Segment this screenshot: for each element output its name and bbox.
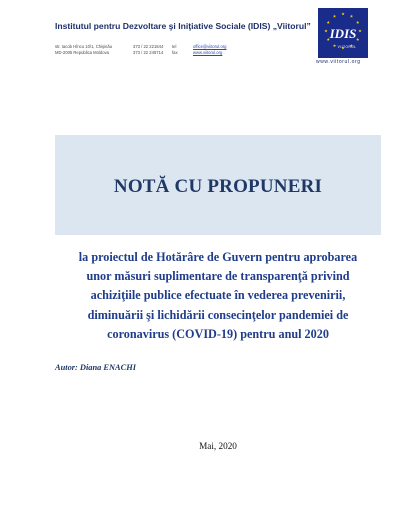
address-line: str. Iacob Hîncu 10/1, Chişinău [55, 44, 113, 49]
address-line: MD-2005 Republica Moldova [55, 50, 109, 56]
phone-number: 373 / 22 245714 [133, 50, 164, 56]
institute-name: Institutul pentru Dezvoltare şi Iniţiative Sociale (IDIS) „Viitorul” [55, 21, 311, 31]
logo-text: IDIS [329, 26, 357, 41]
subtitle-line: la proiectul de Hotărâre de Guvern pentru aprobarea [78, 250, 358, 264]
phone-block [133, 44, 163, 57]
contact-links [193, 44, 227, 57]
subtitle-line: achiziţiile publice efectuate în vederea prevenirii, [90, 288, 346, 303]
phone-type-label: fax [172, 50, 178, 56]
phone-type-label: tel [172, 44, 177, 49]
email-link[interactable]: office@viitorul.org [193, 44, 227, 49]
address-block [55, 44, 112, 57]
phone-number: 373 / 22 221844 [133, 44, 164, 49]
subtitle-line: coronavirus (COVID-19) pentru anul 2020 [107, 326, 329, 341]
subtitle-line: diminuării şi lichidării consecinţelor pandemiei de [87, 307, 349, 322]
website-url[interactable]: www.viitorul.org [316, 59, 361, 65]
author-line: Autor: Diana ENACHI [55, 363, 136, 372]
idis-logo [318, 8, 368, 58]
document-title: NOTĂ CU PROPUNERI [113, 176, 323, 197]
idis-logo-graphic [318, 8, 368, 58]
logo-subtext: VIITORUL [337, 45, 357, 49]
publication-date: Mai, 2020 [199, 441, 237, 451]
website-link[interactable]: www.viitorul.org [193, 50, 223, 56]
phone-type-block [172, 44, 178, 57]
document-subtitle [55, 248, 381, 344]
subtitle-line: unor măsuri suplimentare de transparenţă privind [86, 269, 350, 284]
